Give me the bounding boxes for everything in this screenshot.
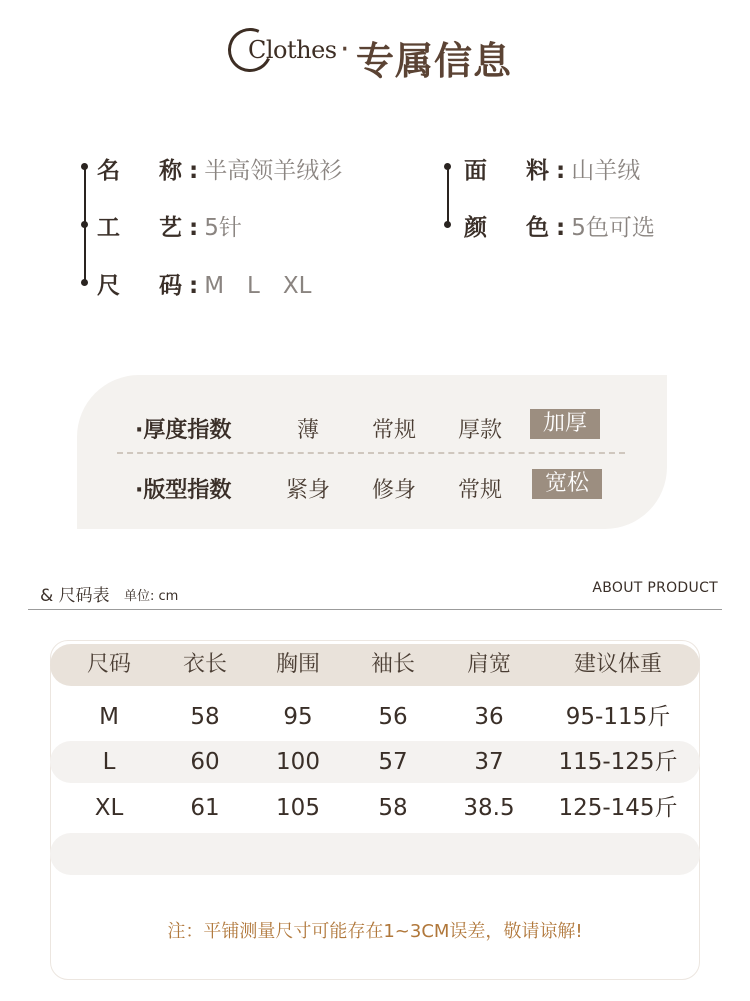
table-cell: L — [102, 749, 116, 775]
table-cell: 60 — [190, 749, 220, 775]
spec-right-line — [447, 166, 449, 226]
table-row — [50, 741, 700, 783]
size-chart-rule — [28, 609, 722, 610]
index-box — [77, 375, 667, 529]
table-cell: 38.5 — [463, 795, 515, 821]
spec-name-label-2: 称 — [159, 158, 182, 184]
thickness-row — [77, 407, 667, 447]
table-cell: XL — [94, 795, 124, 821]
table-header-cell: 尺码 — [86, 652, 131, 677]
thickness-option: 薄 — [296, 418, 319, 443]
table-row — [50, 787, 700, 829]
table-header-cell: 建议体重 — [573, 652, 662, 677]
spec-size: 尺 码 : M L XL — [97, 273, 312, 299]
fit-option-selected: 宽松 — [532, 469, 602, 499]
table-cell: 37 — [474, 749, 504, 775]
table-cell: 125-145斤 — [558, 795, 678, 821]
table-cell: 100 — [276, 749, 320, 775]
fit-option: 紧身 — [285, 478, 330, 503]
table-row — [50, 696, 700, 738]
fit-option: 修身 — [371, 478, 416, 503]
table-cell: 105 — [276, 795, 320, 821]
logo-text: Clothes — [248, 36, 337, 64]
thickness-option-selected: 加厚 — [530, 409, 600, 439]
table-header-cell: 肩宽 — [466, 652, 511, 677]
table-header-cell: 衣长 — [182, 652, 227, 677]
spec-color-value: 5色可选 — [571, 215, 655, 241]
fit-title: ·版型指数 — [135, 478, 232, 503]
page-title: 专属信息 — [356, 39, 513, 83]
table-header-cell: 袖长 — [370, 652, 415, 677]
thickness-option: 常规 — [371, 418, 416, 443]
spec-size-value: M L XL — [204, 273, 312, 299]
about-product-label: ABOUT PRODUCT — [592, 580, 718, 596]
fit-option: 常规 — [457, 478, 502, 503]
table-empty-row — [50, 833, 700, 875]
table-cell: 58 — [190, 704, 220, 730]
spec-craft: 工 艺 : 5针 — [97, 215, 242, 241]
size-chart-title: & 尺码表 — [40, 586, 110, 606]
table-cell: M — [99, 704, 119, 730]
spec-color: 颜 色 : 5色可选 — [464, 215, 655, 241]
measurement-note: 注：平铺测量尺寸可能存在1~3CM误差，敬请谅解! — [167, 921, 583, 942]
spec-dot — [444, 163, 451, 170]
table-cell: 56 — [378, 704, 408, 730]
table-header-row — [50, 644, 700, 686]
table-header-cell: 胸围 — [275, 652, 320, 677]
header — [0, 24, 750, 84]
table-cell: 58 — [378, 795, 408, 821]
table-cell: 95-115斤 — [565, 704, 671, 730]
fit-row — [77, 467, 667, 507]
thickness-title: ·厚度指数 — [135, 418, 232, 443]
spec-fabric-value: 山羊绒 — [571, 158, 641, 184]
size-chart-unit: 单位: cm — [124, 589, 179, 604]
title-dot: · — [340, 32, 350, 67]
spec-name-value: 半高领羊绒衫 — [204, 158, 343, 184]
table-cell: 57 — [378, 749, 408, 775]
spec-dot — [81, 163, 88, 170]
spec-dot — [444, 221, 451, 228]
table-cell: 61 — [190, 795, 220, 821]
index-divider — [117, 452, 625, 454]
table-cell: 95 — [283, 704, 313, 730]
spec-fabric: 面 料 : 山羊绒 — [464, 158, 641, 184]
table-cell: 115-125斤 — [558, 749, 678, 775]
spec-name: 名 称 : 半高领羊绒衫 — [97, 152, 342, 185]
spec-name-label-1: 名 — [97, 158, 120, 184]
spec-craft-value: 5针 — [204, 215, 242, 241]
spec-dot — [81, 221, 88, 228]
spec-dot — [81, 279, 88, 286]
thickness-option: 厚款 — [457, 418, 502, 443]
table-cell: 36 — [474, 704, 504, 730]
